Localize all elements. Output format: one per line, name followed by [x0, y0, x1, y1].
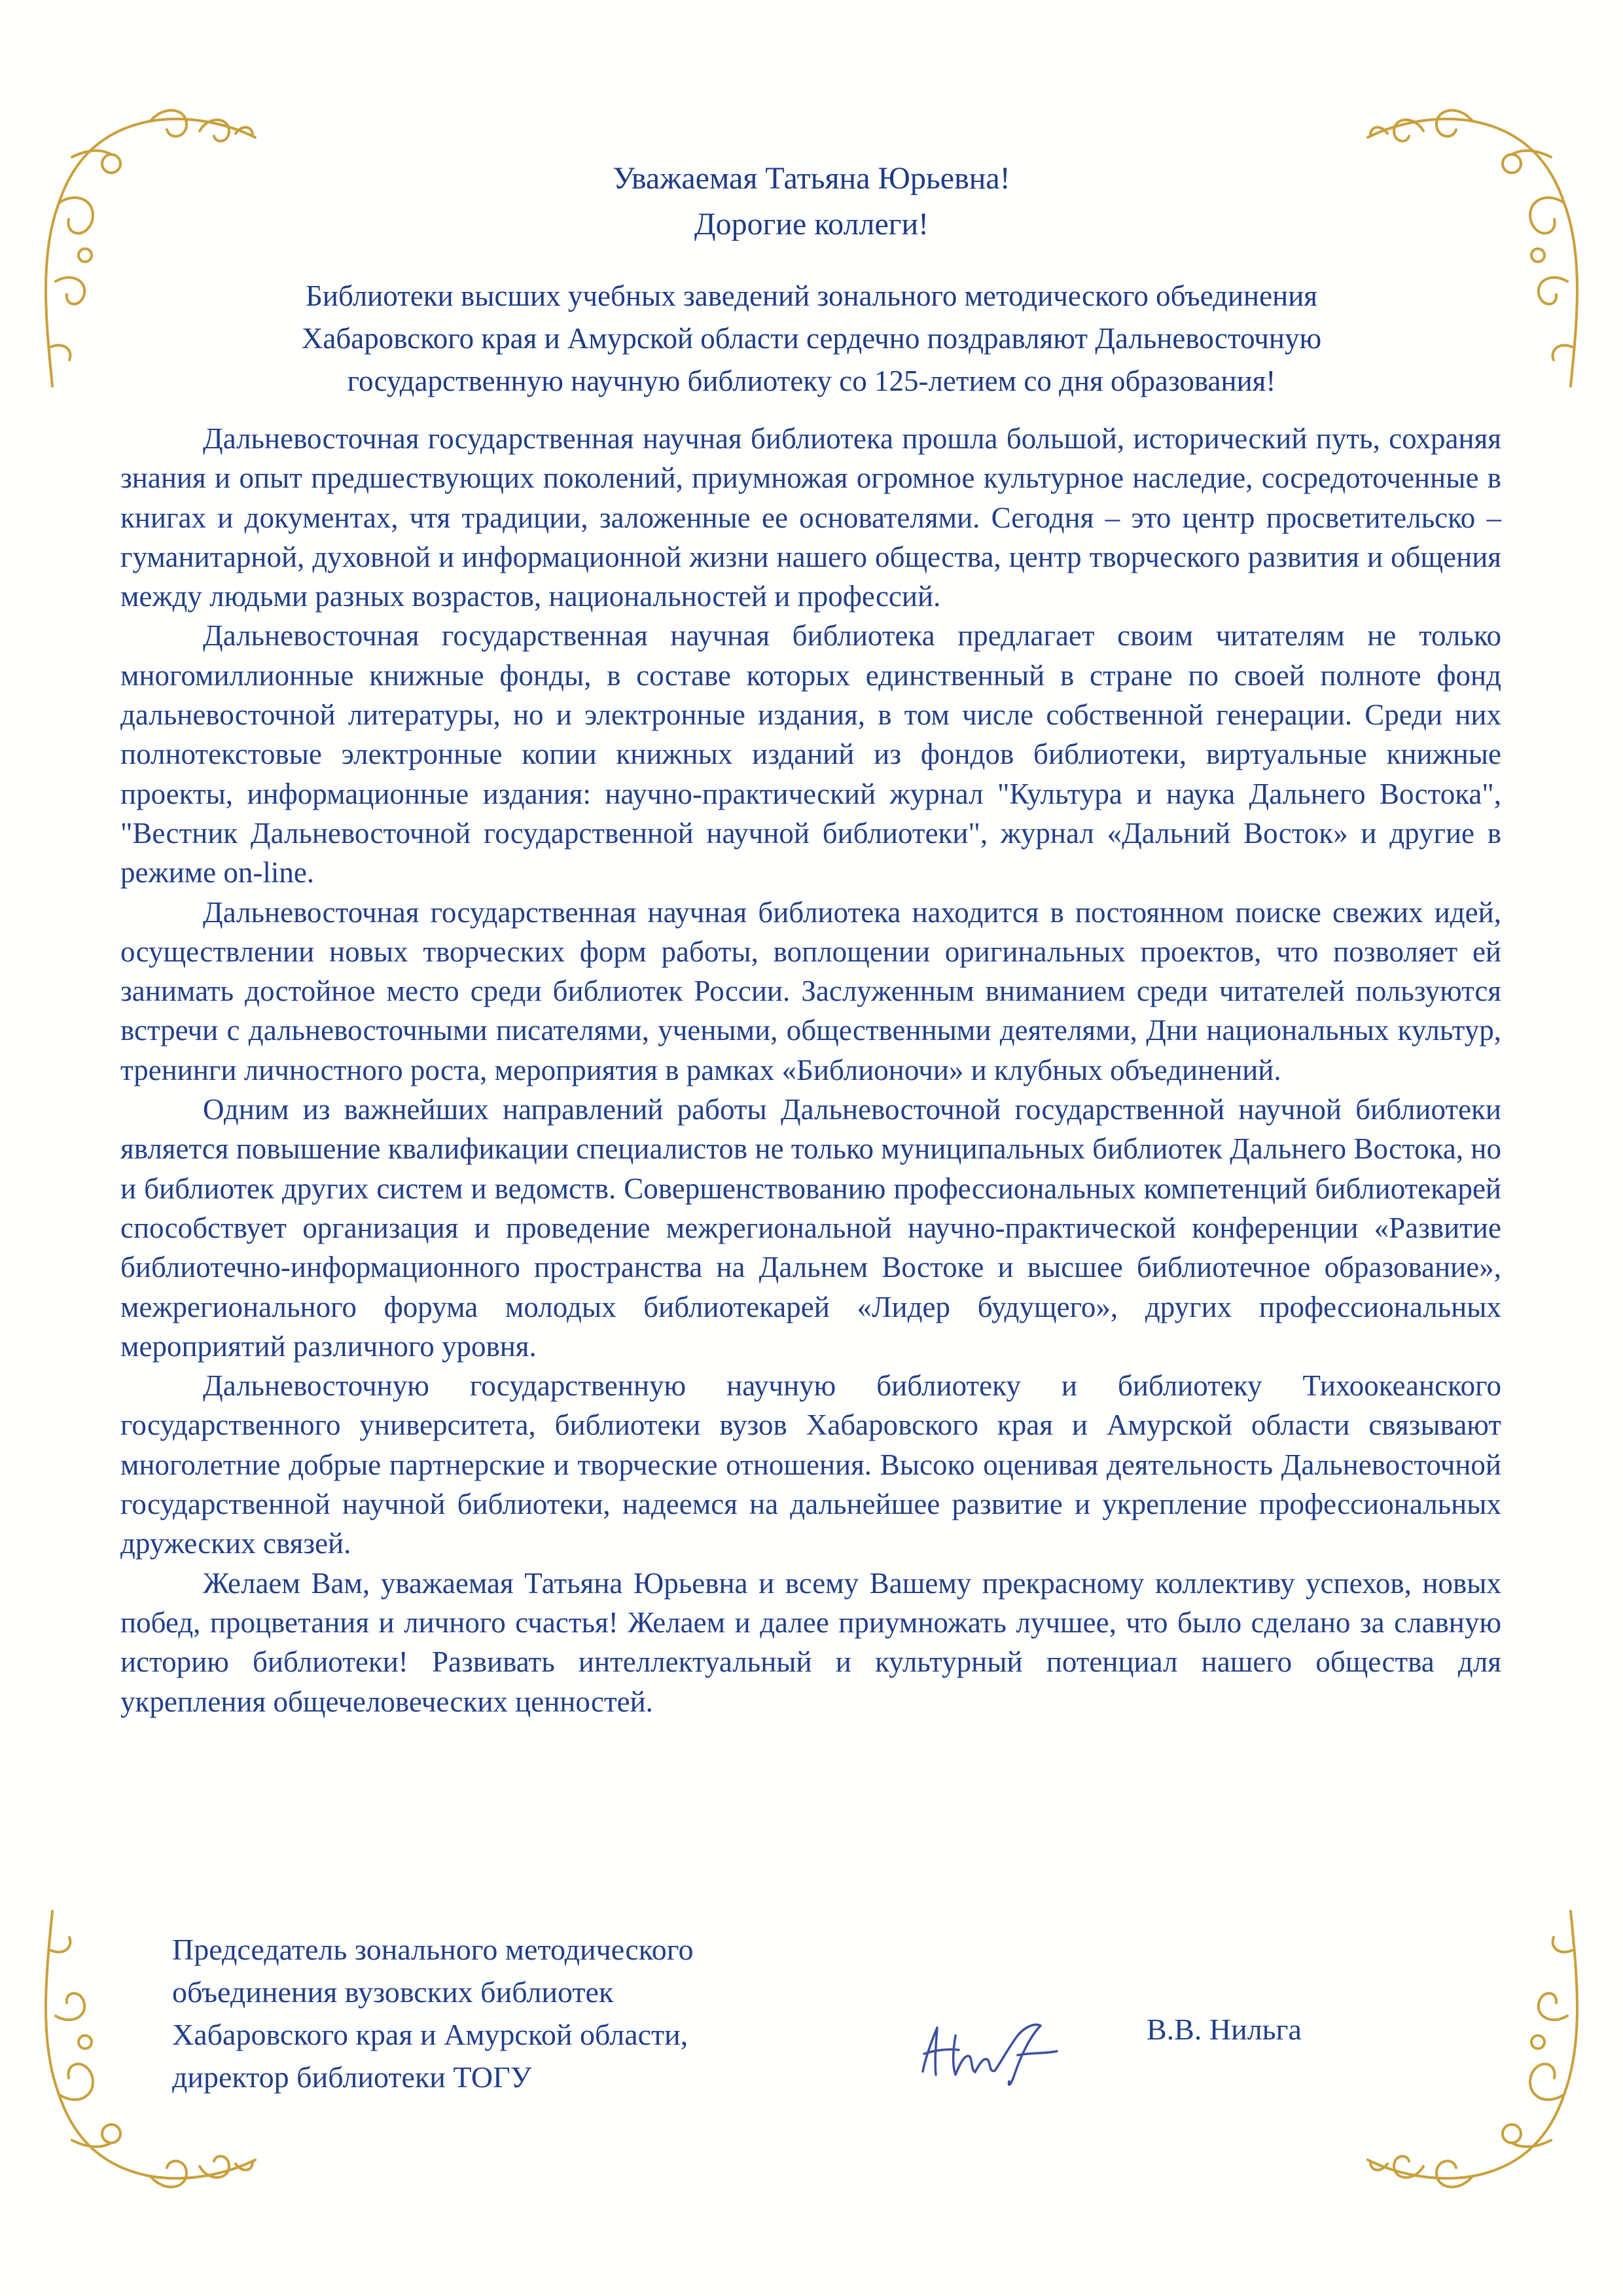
body-paragraph: Дальневосточную государственную научную библиотеку и библиотеку Тихоокеанского государственного университета, библиотеки вузов Хабаровского края и Амурской области связывают многолетние добрые партнерские и творческие отношения. Высоко оценивая деятельность Дальневосточной государственной научной библиотеки, надеемся на дальнейшее развитие и укрепление профессиональных дружеских связей.: [120, 1369, 1501, 1560]
corner-ornament-bottom-right: [1355, 1905, 1590, 2212]
body-paragraph: Дальневосточная государственная научная библиотека находится в постоянном поиске свежих идей, осуществлении новых творческих форм работы, воплощении оригинальных проектов, что позволяет ей занимать достойное место среди библиотек России. Заслуженным вниманием среди читателей пользуются встречи с дальневосточными писателями, учеными, общественными деятелями, Дни национальных культур, тренинги личностного роста, мероприятия в рамках «Библионочи» и клубных объединений.: [120, 895, 1501, 1086]
signature-title-line: Хабаровского края и Амурской области,: [172, 2018, 688, 2051]
intro-line: Хабаровского края и Амурской области сердечно поздравляют Дальневосточную: [301, 322, 1322, 355]
handwritten-signature: [910, 2009, 1073, 2098]
intro-line: Библиотеки высших учебных заведений зонального методического объединения: [306, 279, 1317, 312]
body-paragraph: Дальневосточная государственная научная библиотека прошла большой, исторический путь, сохраняя знания и опыт предшествующих поколений, приумножая огромное культурное наследие, сосредоточенные в книгах и документах, чтя традиции, заложенные ее основателями. Сегодня – это центр просветительско – гуманитарной, духовной и информационной жизни нашего общества, центр творческого развития и общения между людьми разных возрастов, национальностей и профессий.: [120, 422, 1501, 613]
greeting-line-colleagues: Дорогие коллеги!: [694, 207, 929, 242]
signature-title-line: объединения вузовских библиотек: [172, 1975, 614, 2009]
signature-title-line: Председатель зонального методического: [172, 1933, 694, 1966]
signature-title-line: директор библиотеки ТОГУ: [172, 2060, 532, 2094]
body-paragraph: Одним из важнейших направлений работы Дальневосточной государственной научной библиотеки является повышение квалификации специалистов не только муниципальных библиотек Дальнего Востока, но и библиотек других систем и ведомств. Совершенствованию профессиональных компетенций библиотекарей способствует организация и проведение межрегиональной научно-практической конференции «Развитие библиотечно-информационного пространства на Дальнем Востоке и высшее библиотечное образование», межрегионального форума молодых библиотекарей «Лидер будущего», других профессиональных мероприятий различного уровня.: [120, 1093, 1501, 1363]
body-paragraph: Желаем Вам, уважаемая Татьяна Юрьевна и всему Вашему прекрасному коллективу успехов, новых побед, процветания и личного счастья! Желаем и далее приумножать лучшее, что было сделано за славную историю библиотеки! Развивать интеллектуальный и культурный потенциал нашего общества для укрепления общечеловеческих ценностей.: [120, 1566, 1501, 1718]
intro-line: государственную научную библиотеку со 125-летием со дня образования!: [347, 365, 1276, 397]
greeting-line-addressee: Уважаемая Татьяна Юрьевна!: [613, 161, 1010, 196]
letter-body: [120, 419, 1501, 1721]
intro-statement: [164, 275, 1459, 403]
greeting: [0, 156, 1623, 247]
signature-title-block: [172, 1928, 892, 2098]
signer-name: В.В. Нильга: [1147, 2013, 1302, 2046]
body-paragraph: Дальневосточная государственная научная библиотека предлагает своим читателям не только многомиллионные книжные фонды, в составе которых единственный в стране по своей полноте фонд дальневосточной литературы, но и электронные издания, в том числе собственной генерации. Среди них полнотекстовые электронные копии книжных изданий из фондов библиотеки, виртуальные книжные проекты, информационные издания: научно-практический журнал "Культура и наука Дальнего Востока", "Вестник Дальневосточной государственной научной библиотеки", журнал «Дальний Восток» и другие в режиме on-line.: [120, 619, 1501, 889]
